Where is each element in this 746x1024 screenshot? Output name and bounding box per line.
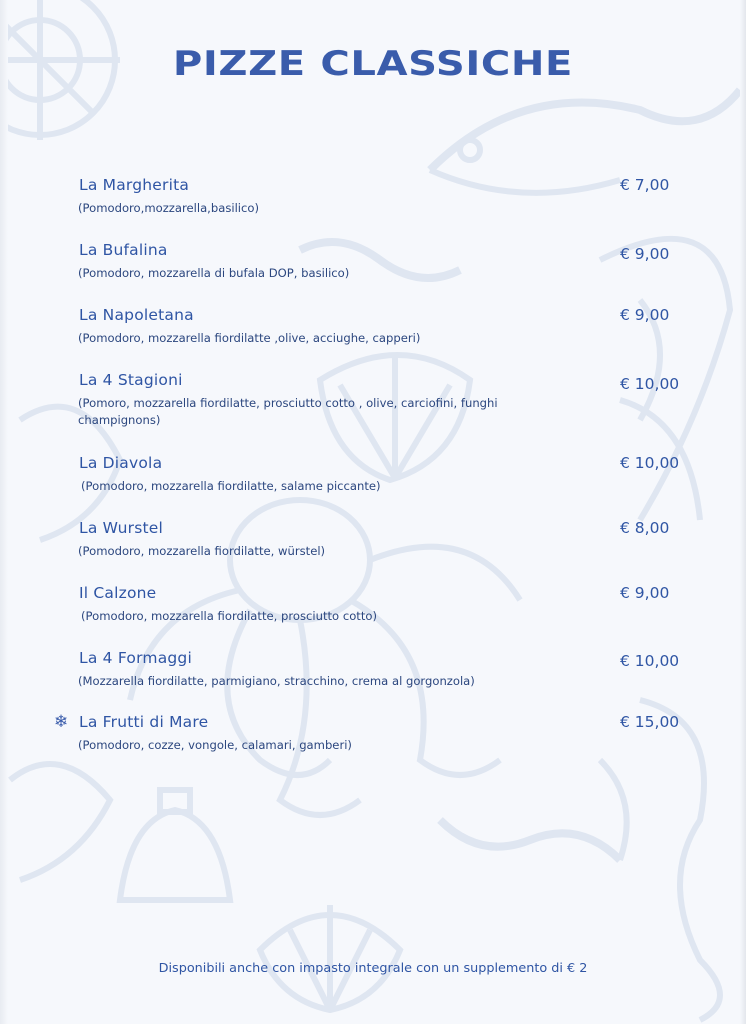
menu-item-price: € 9,00 [620,306,670,324]
menu-item-description: (Pomoro, mozzarella fiordilatte, prosciutto cotto , olive, carciofini, funghi champignons) [78,396,498,427]
menu-item-name: La Wurstel [79,519,164,537]
menu-item-price: € 10,00 [620,375,680,393]
menu-item-description: (Pomodoro, mozzarella fiordilatte ,olive, acciughe, capperi) [78,331,421,345]
menu-item-description: (Pomodoro, mozzarella di bufala DOP, basilico) [78,266,350,280]
menu-item-name: La Margherita [79,176,190,194]
footer-note [0,961,746,976]
menu-item-price: € 8,00 [620,519,670,537]
menu-item-description: (Pomodoro, mozzarella fiordilatte, würstel) [78,544,326,558]
menu-item-name: La Bufalina [79,241,168,259]
snowflake-icon: ❄ [54,712,69,732]
menu-item-name: La Napoletana [79,306,194,324]
menu-item-description: (Pomodoro, cozze, vongole, calamari, gamberi) [78,738,352,752]
menu-item-name: La 4 Stagioni [79,371,183,389]
menu-item-price: € 10,00 [620,454,680,472]
menu-item-price: € 15,00 [620,713,680,731]
menu-item-description: (Mozzarella fiordilatte, parmigiano, stracchino, crema al gorgonzola) [78,674,475,688]
menu-item-description: (Pomodoro, mozzarella fiordilatte, salame piccante) [81,479,381,493]
menu-item-name: La Diavola [79,454,163,472]
menu-title: PIZZE CLASSICHE [172,44,574,84]
footer-note-text: Disponibili anche con impasto integrale con un supplemento di € 2 [158,961,588,976]
menu-item-name: Il Calzone [79,584,157,602]
menu-item-price: € 9,00 [620,245,670,263]
menu-item-price: € 9,00 [620,584,670,602]
menu-item-name-text: La Frutti di Mare [79,713,209,731]
menu-item-name [54,712,209,732]
menu-item-price: € 7,00 [620,176,670,194]
menu-item-price: € 10,00 [620,652,680,670]
menu-item-name: La 4 Formaggi [79,649,192,667]
menu-item-description: (Pomodoro,mozzarella,basilico) [78,201,260,215]
menu-item-description: (Pomodoro, mozzarella fiordilatte, prosciutto cotto) [81,609,378,623]
